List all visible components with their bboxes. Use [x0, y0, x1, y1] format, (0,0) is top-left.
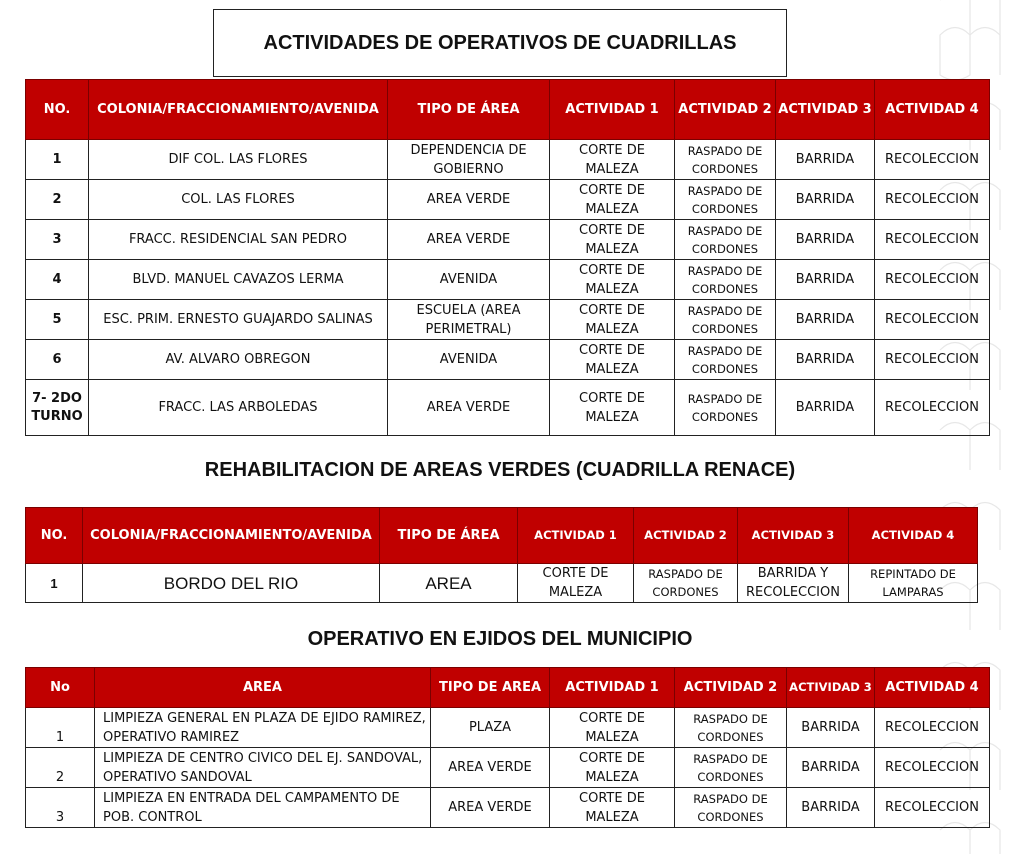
table-header-row — [26, 80, 990, 140]
cell-colonia: FRACC. LAS ARBOLEDAS — [89, 380, 388, 436]
cell-actividad-1: CORTE DE MALEZA — [550, 708, 675, 748]
cell-actividad-1: CORTE DE MALEZA — [550, 300, 675, 340]
cell-actividad-3: BARRIDA — [787, 708, 875, 748]
cell-actividad-2: RASPADO DE CORDONES — [675, 140, 776, 180]
cell-tipo: AREA VERDE — [431, 788, 550, 828]
cell-actividad-4: RECOLECCION — [875, 788, 990, 828]
cell-actividad-3: BARRIDA — [776, 340, 875, 380]
cell-actividad-1: CORTE DE MALEZA — [550, 748, 675, 788]
cell-actividad-1: CORTE DE MALEZA — [550, 788, 675, 828]
cell-actividad-3: BARRIDA — [776, 300, 875, 340]
cell-actividad-1: CORTE DE MALEZA — [550, 340, 675, 380]
cell-actividad-1: CORTE DE MALEZA — [518, 564, 634, 603]
cell-actividad-3: BARRIDA — [776, 220, 875, 260]
cell-area: LIMPIEZA GENERAL EN PLAZA DE EJIDO RAMIREZ, OPERATIVO RAMIREZ — [95, 708, 431, 748]
cell-actividad-1: CORTE DE MALEZA — [550, 380, 675, 436]
cell-actividad-4: RECOLECCION — [875, 300, 990, 340]
cell-no: 1 — [26, 140, 89, 180]
cell-actividad-4: RECOLECCION — [875, 380, 990, 436]
cell-actividad-3: BARRIDA — [787, 788, 875, 828]
cell-actividad-1: CORTE DE MALEZA — [550, 180, 675, 220]
table-row — [26, 564, 978, 603]
header-no: NO. — [26, 508, 83, 564]
cell-colonia: DIF COL. LAS FLORES — [89, 140, 388, 180]
header-tipo: TIPO DE AREA — [431, 668, 550, 708]
table-row — [26, 140, 990, 180]
cell-no: 3 — [26, 788, 95, 828]
cell-no: 1 — [26, 708, 95, 748]
header-area: AREA — [95, 668, 431, 708]
section3-title: OPERATIVO EN EJIDOS DEL MUNICIPIO — [307, 628, 693, 650]
cell-actividad-2: RASPADO DE CORDONES — [675, 300, 776, 340]
cell-no: 1 — [26, 564, 83, 603]
section2-title: REHABILITACION DE AREAS VERDES (CUADRILLA RENACE) — [204, 459, 796, 481]
rehabilitacion-table — [25, 507, 978, 603]
cell-tipo: AREA VERDE — [431, 748, 550, 788]
header-colonia: COLONIA/FRACCIONAMIENTO/AVENIDA — [83, 508, 380, 564]
table-row — [26, 708, 990, 748]
table-row — [26, 260, 990, 300]
cell-actividad-2: RASPADO DE CORDONES — [675, 708, 787, 748]
header-actividad-4: ACTIVIDAD 4 — [875, 80, 990, 140]
header-colonia: COLONIA/FRACCIONAMIENTO/AVENIDA — [89, 80, 388, 140]
table-row — [26, 748, 990, 788]
header-no: No — [26, 668, 95, 708]
header-tipo: TIPO DE ÁREA — [388, 80, 550, 140]
header-actividad-2: ACTIVIDAD 2 — [634, 508, 738, 564]
header-actividad-4: ACTIVIDAD 4 — [875, 668, 990, 708]
cell-tipo: PLAZA — [431, 708, 550, 748]
table-row — [26, 180, 990, 220]
header-no: NO. — [26, 80, 89, 140]
cell-no: 2 — [26, 180, 89, 220]
cell-area: LIMPIEZA EN ENTRADA DEL CAMPAMENTO DE POB. CONTROL — [95, 788, 431, 828]
cell-actividad-2: RASPADO DE CORDONES — [675, 220, 776, 260]
cell-actividad-2: RASPADO DE CORDONES — [675, 380, 776, 436]
cell-actividad-3: BARRIDA — [787, 748, 875, 788]
table-row — [26, 380, 990, 436]
cell-tipo: DEPENDENCIA DE GOBIERNO — [388, 140, 550, 180]
table-header-row — [26, 508, 978, 564]
cell-tipo: AREA — [380, 564, 518, 603]
cell-actividad-4: RECOLECCION — [875, 260, 990, 300]
cell-actividad-3: BARRIDA Y RECOLECCION — [738, 564, 849, 603]
cell-no: 4 — [26, 260, 89, 300]
ejidos-table — [25, 667, 990, 828]
section1-title: ACTIVIDADES DE OPERATIVOS DE CUADRILLAS — [213, 9, 787, 77]
cell-colonia: ESC. PRIM. ERNESTO GUAJARDO SALINAS — [89, 300, 388, 340]
header-actividad-2: ACTIVIDAD 2 — [675, 668, 787, 708]
header-actividad-4: ACTIVIDAD 4 — [849, 508, 978, 564]
cell-colonia: BLVD. MANUEL CAVAZOS LERMA — [89, 260, 388, 300]
cell-tipo: ESCUELA (AREA PERIMETRAL) — [388, 300, 550, 340]
cell-actividad-2: RASPADO DE CORDONES — [675, 788, 787, 828]
cell-actividad-1: CORTE DE MALEZA — [550, 220, 675, 260]
cell-actividad-4: RECOLECCION — [875, 140, 990, 180]
cell-actividad-4: RECOLECCION — [875, 708, 990, 748]
cell-actividad-1: CORTE DE MALEZA — [550, 140, 675, 180]
cell-actividad-3: BARRIDA — [776, 140, 875, 180]
cell-tipo: AREA VERDE — [388, 180, 550, 220]
cell-actividad-4: RECOLECCION — [875, 340, 990, 380]
cell-no: 2 — [26, 748, 95, 788]
cell-colonia: AV. ALVARO OBREGON — [89, 340, 388, 380]
cell-actividad-4: RECOLECCION — [875, 748, 990, 788]
cell-colonia: BORDO DEL RIO — [83, 564, 380, 603]
cell-actividad-4: RECOLECCION — [875, 180, 990, 220]
cell-tipo: AREA VERDE — [388, 380, 550, 436]
header-actividad-3: ACTIVIDAD 3 — [776, 80, 875, 140]
header-actividad-1: ACTIVIDAD 1 — [550, 80, 675, 140]
cell-actividad-2: RASPADO DE CORDONES — [675, 260, 776, 300]
cell-colonia: COL. LAS FLORES — [89, 180, 388, 220]
cell-actividad-2: RASPADO DE CORDONES — [634, 564, 738, 603]
cell-actividad-3: BARRIDA — [776, 260, 875, 300]
cell-actividad-3: BARRIDA — [776, 180, 875, 220]
table-row — [26, 340, 990, 380]
cell-colonia: FRACC. RESIDENCIAL SAN PEDRO — [89, 220, 388, 260]
header-actividad-1: ACTIVIDAD 1 — [550, 668, 675, 708]
cell-tipo: AREA VERDE — [388, 220, 550, 260]
cell-actividad-1: CORTE DE MALEZA — [550, 260, 675, 300]
cell-actividad-4: REPINTADO DE LAMPARAS — [849, 564, 978, 603]
table-row — [26, 788, 990, 828]
cell-no: 7- 2DO TURNO — [26, 380, 89, 436]
cell-actividad-2: RASPADO DE CORDONES — [675, 748, 787, 788]
table-row — [26, 220, 990, 260]
cell-actividad-2: RASPADO DE CORDONES — [675, 180, 776, 220]
header-actividad-2: ACTIVIDAD 2 — [675, 80, 776, 140]
cell-actividad-2: RASPADO DE CORDONES — [675, 340, 776, 380]
cell-no: 6 — [26, 340, 89, 380]
header-actividad-1: ACTIVIDAD 1 — [518, 508, 634, 564]
header-actividad-3: ACTIVIDAD 3 — [787, 668, 875, 708]
table-row — [26, 300, 990, 340]
cell-tipo: AVENIDA — [388, 340, 550, 380]
cell-tipo: AVENIDA — [388, 260, 550, 300]
table-header-row — [26, 668, 990, 708]
operativos-table — [25, 79, 990, 436]
cell-actividad-3: BARRIDA — [776, 380, 875, 436]
cell-no: 3 — [26, 220, 89, 260]
header-tipo: TIPO DE ÁREA — [380, 508, 518, 564]
cell-area: LIMPIEZA DE CENTRO CIVICO DEL EJ. SANDOVAL, OPERATIVO SANDOVAL — [95, 748, 431, 788]
cell-no: 5 — [26, 300, 89, 340]
cell-actividad-4: RECOLECCION — [875, 220, 990, 260]
header-actividad-3: ACTIVIDAD 3 — [738, 508, 849, 564]
